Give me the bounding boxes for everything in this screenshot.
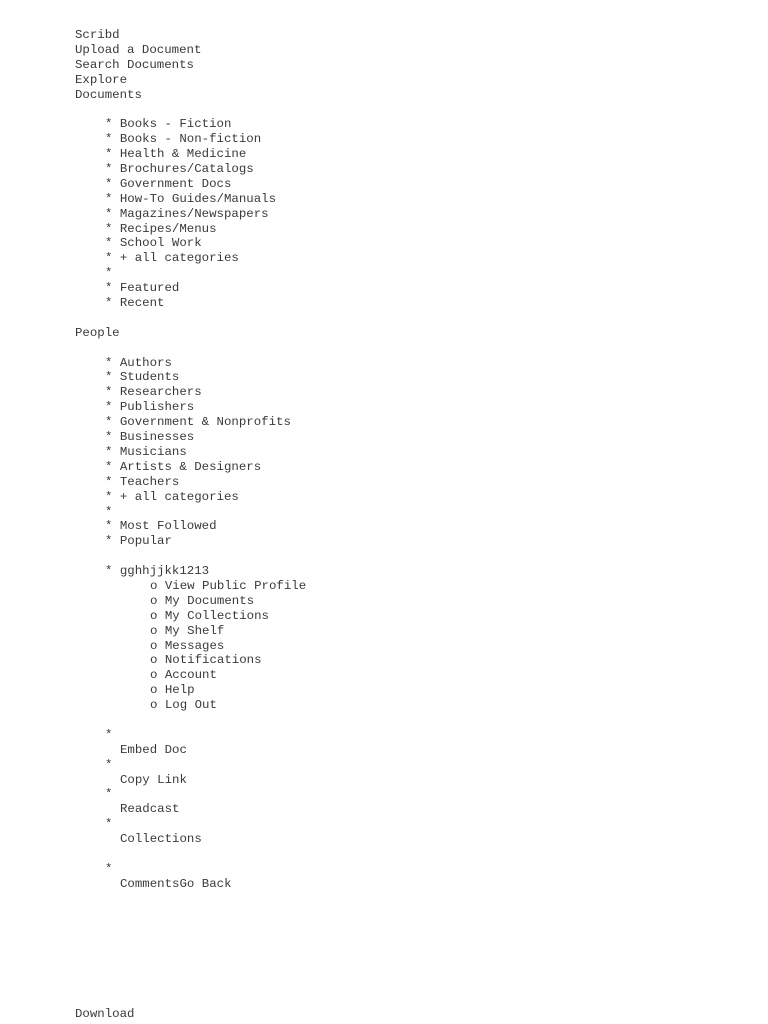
account-link[interactable]: Account [164, 668, 217, 683]
spacer [75, 713, 725, 728]
my-shelf-link[interactable]: My Shelf [164, 623, 225, 638]
people-category-list [75, 356, 725, 550]
my-documents-link[interactable]: My Documents [164, 593, 255, 608]
my-collections-link[interactable]: My Collections [164, 608, 269, 623]
all-categories-link[interactable]: + all categories [119, 251, 239, 266]
bullet-marker: * [105, 519, 120, 534]
submenu-item [75, 639, 725, 654]
bullet-marker: * [105, 176, 120, 191]
bullet-marker: * [105, 221, 120, 236]
bullet-marker: * [105, 117, 120, 132]
help-link[interactable]: Help [164, 683, 195, 698]
download-link[interactable]: Download [75, 1007, 135, 1021]
list-item [75, 132, 725, 147]
spacer [75, 102, 725, 117]
sub-bullet-marker: o [150, 623, 165, 638]
list-item [75, 385, 725, 400]
submenu-item [75, 594, 725, 609]
bullet-marker: * [105, 162, 120, 177]
brand-link[interactable]: Scribd [75, 28, 120, 42]
submenu-item [75, 698, 725, 713]
bullet-marker: * [105, 251, 120, 266]
category-link[interactable]: Brochures/Catalogs [119, 162, 254, 177]
comments-link[interactable]: Comments [120, 876, 180, 891]
list-item [75, 236, 725, 251]
people-category-link[interactable]: Artists & Designers [119, 459, 262, 474]
go-back-link[interactable]: Go Back [179, 876, 232, 891]
popular-link[interactable]: Popular [119, 534, 172, 549]
featured-link[interactable]: Featured [119, 281, 180, 296]
people-category-link[interactable]: Publishers [119, 400, 195, 415]
sub-bullet-marker: o [150, 653, 165, 668]
user-menu [75, 564, 725, 579]
bullet-marker: * [105, 415, 120, 430]
view-public-profile-link[interactable]: View Public Profile [164, 578, 307, 593]
collections-button[interactable]: Collections [120, 832, 202, 847]
category-link[interactable]: School Work [119, 236, 202, 251]
people-category-link[interactable]: Musicians [119, 444, 187, 459]
list-item [75, 370, 725, 385]
spacer [75, 341, 725, 356]
submenu-item [75, 683, 725, 698]
bullet-marker: * [105, 430, 120, 445]
bullet-marker: * [105, 489, 120, 504]
submenu-item [75, 668, 725, 683]
sub-bullet-marker: o [150, 593, 165, 608]
list-item [75, 519, 725, 534]
embed-doc-button[interactable]: Embed Doc [120, 742, 187, 757]
bullet-marker: * [105, 400, 120, 415]
list-item [75, 475, 725, 490]
bullet-marker: * [105, 534, 120, 549]
list-item [75, 296, 725, 311]
category-link[interactable]: How-To Guides/Manuals [119, 191, 277, 206]
bullet-marker: * [105, 296, 120, 311]
bullet-marker: * [105, 444, 120, 459]
people-category-link[interactable]: Students [119, 370, 180, 385]
list-item [75, 415, 725, 430]
bullet-marker: * [105, 370, 120, 385]
copy-link-button[interactable]: Copy Link [120, 772, 187, 787]
bullet-marker: * [105, 191, 120, 206]
category-link[interactable]: Health & Medicine [119, 147, 247, 162]
list-item [75, 445, 725, 460]
bullet-marker: * [105, 474, 120, 489]
submenu-item [75, 624, 725, 639]
sub-bullet-marker: o [150, 698, 165, 713]
bullet-marker: * [105, 564, 120, 579]
bullet-marker: * [105, 355, 120, 370]
list-item [75, 460, 725, 475]
people-heading[interactable]: People [75, 325, 120, 340]
list-item [75, 147, 725, 162]
submenu-item [75, 579, 725, 594]
readcast-button[interactable]: Readcast [120, 802, 180, 817]
bullet-marker: * [105, 757, 113, 772]
spacer [75, 311, 725, 326]
all-people-categories-link[interactable]: + all categories [119, 489, 239, 504]
list-item [75, 534, 725, 549]
list-item [75, 162, 725, 177]
sub-bullet-marker: o [150, 638, 165, 653]
people-category-link[interactable]: Researchers [119, 385, 202, 400]
recent-link[interactable]: Recent [119, 296, 165, 311]
list-item [75, 430, 725, 445]
explore-link[interactable]: Explore [75, 72, 128, 87]
upload-document-link[interactable]: Upload a Document [75, 42, 202, 57]
list-item-empty: * [105, 504, 113, 519]
bullet-marker: * [105, 281, 120, 296]
list-item [75, 251, 725, 266]
bullet-marker: * [105, 147, 120, 162]
bullet-marker: * [105, 132, 120, 147]
bullet-marker: * [105, 817, 113, 832]
list-item [75, 281, 725, 296]
document-text [75, 28, 725, 892]
documents-category-list [75, 117, 725, 311]
notifications-link[interactable]: Notifications [164, 653, 262, 668]
list-item [75, 177, 725, 192]
bullet-marker: * [105, 236, 120, 251]
list-item [75, 356, 725, 371]
sub-bullet-marker: o [150, 608, 165, 623]
people-category-link[interactable]: Teachers [119, 474, 180, 489]
bullet-marker: * [105, 206, 120, 221]
list-item [75, 490, 725, 505]
category-link[interactable]: Recipes/Menus [119, 221, 217, 236]
bullet-marker: * [105, 861, 113, 876]
bullet-marker: * [105, 385, 120, 400]
sub-bullet-marker: o [150, 683, 165, 698]
category-link[interactable]: Books - Non-fiction [119, 132, 262, 147]
sub-bullet-marker: o [150, 668, 165, 683]
people-category-link[interactable]: Government & Nonprofits [119, 415, 291, 430]
list-item-empty: * [105, 266, 113, 281]
bullet-marker: * [105, 727, 113, 742]
people-category-link[interactable]: Businesses [119, 430, 195, 445]
bullet-marker: * [105, 459, 120, 474]
list-item [75, 222, 725, 237]
list-item [75, 192, 725, 207]
list-item [75, 207, 725, 222]
bullet-marker: * [105, 787, 113, 802]
search-documents-link[interactable]: Search Documents [75, 57, 194, 72]
messages-link[interactable]: Messages [164, 638, 225, 653]
username-link[interactable]: gghhjjkk1213 [119, 564, 210, 579]
documents-heading[interactable]: Documents [75, 87, 142, 102]
category-link[interactable]: Magazines/Newspapers [119, 206, 269, 221]
log-out-link[interactable]: Log Out [164, 698, 217, 713]
category-link[interactable]: Government Docs [119, 176, 232, 191]
spacer [75, 549, 725, 564]
comments-row [75, 877, 725, 892]
sub-bullet-marker: o [150, 578, 165, 593]
list-item [75, 400, 725, 415]
submenu-item [75, 653, 725, 668]
most-followed-link[interactable]: Most Followed [119, 519, 217, 534]
submenu-item [75, 609, 725, 624]
category-link[interactable]: Books - Fiction [119, 117, 232, 132]
people-category-link[interactable]: Authors [119, 355, 172, 370]
spacer [75, 847, 725, 862]
list-item [75, 117, 725, 132]
user-submenu [75, 579, 725, 713]
